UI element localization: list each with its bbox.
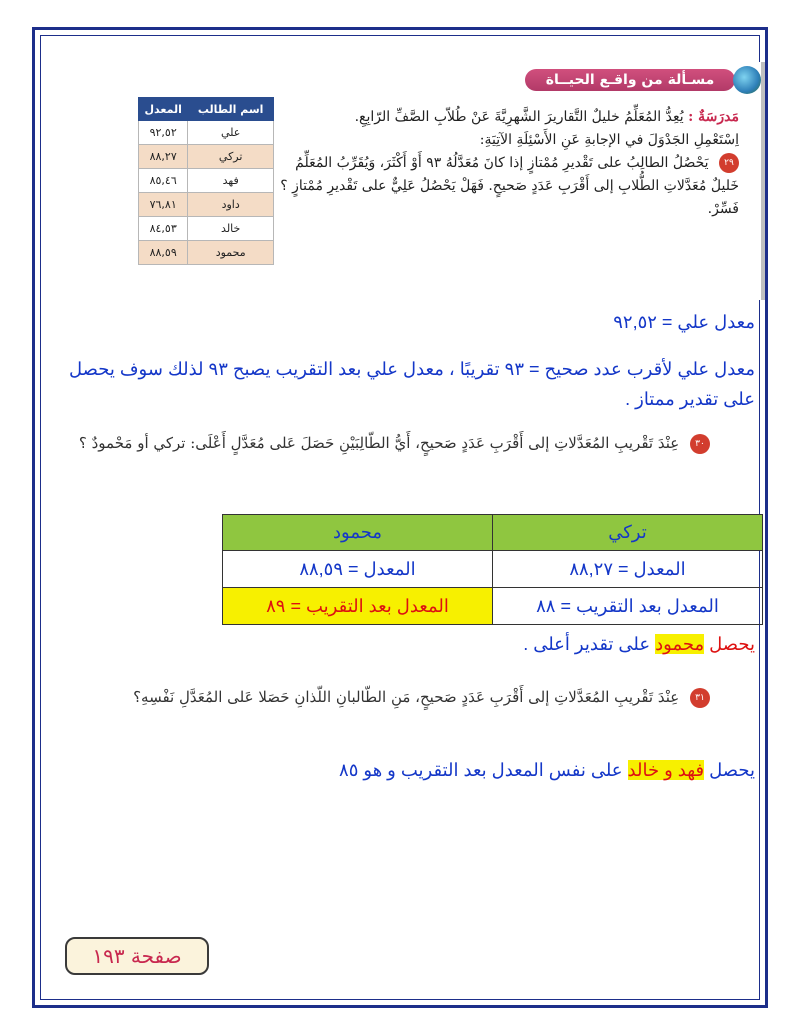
- student-name: فهد: [188, 169, 274, 193]
- answer-4-post: على نفس المعدل بعد التقريب و هو ٨٥: [339, 760, 628, 780]
- table-row: [139, 241, 274, 265]
- problem-text: [279, 106, 739, 221]
- mahmoud-average: المعدل = ٨٨,٥٩: [223, 551, 493, 588]
- globe-icon: [733, 66, 761, 94]
- rounded-label: المعدل بعد التقريب: [305, 595, 449, 616]
- student-average: ٨٤,٥٣: [139, 217, 188, 241]
- question-number-badge: ٢٩: [719, 153, 739, 173]
- question-number-badge: ٣١: [690, 688, 710, 708]
- answer-4-names: فهد و خالد: [627, 760, 705, 780]
- excerpt-divider: [761, 62, 765, 300]
- instruction: اِسْتَعْمِلِ الجَدْوَلَ في الإجابةِ عَنِ الأَسْئِلَةِ الآتِيَةِ:: [479, 132, 739, 148]
- student-average: ٧٦,٨١: [139, 193, 188, 217]
- student-average: ٨٨,٢٧: [139, 145, 188, 169]
- question-29-text: يَحْصُلُ الطالِبُ على تَقْديرِ مُمْتازٍ إذا كانَ مُعَدَّلُهُ ٩٣ أَوْ أَكْثَرَ، وَيُقَرِّبُ المُعَلِّمُ خَليلٌ مُعَدَّلاتِ الطُّلابِ إلى أَقْرَبِ عَدَدٍ صَحيحٍ. فَهَلْ يَحْصُلُ عَلِيٌّ على تَقْديرِ مُمْتازٍ ؟ فَسِّرْ.: [280, 155, 739, 217]
- student-name: خالد: [188, 217, 274, 241]
- student-name: تركي: [188, 145, 274, 169]
- answer-4-pre: يحصل: [704, 760, 755, 780]
- header-student-name: اسم الطالب: [188, 98, 274, 121]
- question-30-text: عِنْدَ تَقْريبِ المُعَدَّلاتِ إلى أَقْرَبِ عَدَدٍ صَحيحٍ، أَيُّ الطّالِبَيْنِ حَصَلَ عَلى مُعَدَّلٍ أَعْلَى: تركي أو مَحْمودٌ ؟: [78, 434, 680, 452]
- table-row: [223, 551, 763, 588]
- banner-title: مسـألة من واقـع الحيــاة: [525, 69, 735, 91]
- question-31: [60, 682, 710, 712]
- header-average: المعدل: [139, 98, 188, 121]
- intro-text: يُعِدُّ المُعَلِّمُ خليلٌ التَّقاريرَ الشَّهرِيَّةَ عَنْ طُلاّبِ الصَّفِّ الرّابِعِ.: [354, 109, 684, 125]
- student-name: علي: [188, 121, 274, 145]
- table-row: [139, 169, 274, 193]
- answer-1: معدل علي = ٩٢,٥٢: [613, 312, 755, 332]
- mahmoud-rounded: [223, 588, 493, 625]
- intro-keyword: مَدرَسَةٌ :: [688, 109, 739, 125]
- student-name: محمود: [188, 241, 274, 265]
- answer-3: [55, 634, 755, 655]
- textbook-excerpt: [135, 62, 765, 300]
- comparison-table: [222, 514, 763, 625]
- table-row: [139, 217, 274, 241]
- answer-3-post: على تقدير أعلى .: [523, 634, 656, 654]
- header-mahmoud: محمود: [223, 515, 493, 551]
- turki-average: المعدل = ٨٨,٢٧: [493, 551, 763, 588]
- real-life-banner: [511, 66, 761, 94]
- student-average: ٨٨,٥٩: [139, 241, 188, 265]
- student-average: ٨٥,٤٦: [139, 169, 188, 193]
- table-row: [139, 145, 274, 169]
- header-turki: تركي: [493, 515, 763, 551]
- intro-line: [279, 106, 739, 129]
- students-table: [138, 97, 274, 265]
- question-number-badge: ٣٠: [690, 434, 710, 454]
- question-31-text: عِنْدَ تَقْريبِ المُعَدَّلاتِ إلى أَقْرَبِ عَدَدٍ صَحيحٍ، مَنِ الطّالبانِ اللّذانِ حَصَلا عَلى المُعَدَّلِ نَفْسِهِ؟: [133, 688, 680, 706]
- table-row: [139, 121, 274, 145]
- answer-3-name: محمود: [655, 634, 705, 654]
- turki-rounded: المعدل بعد التقريب = ٨٨: [493, 588, 763, 625]
- answer-2: معدل علي لأقرب عدد صحيح = ٩٣ تقريبًا ، معدل علي بعد التقريب يصبح ٩٣ لذلك سوف يحصل على تقدير ممتاز .: [69, 359, 755, 409]
- student-name: داود: [188, 193, 274, 217]
- student-average: ٩٢,٥٢: [139, 121, 188, 145]
- answer-4: [55, 760, 755, 781]
- answer-3-pre: يحصل: [704, 634, 755, 654]
- table-row: [223, 588, 763, 625]
- page-number-badge: صفحة ١٩٣: [65, 937, 209, 975]
- question-29: [279, 152, 739, 221]
- table-row: [139, 193, 274, 217]
- rounded-value: = ٨٩: [266, 595, 306, 616]
- question-30: [60, 428, 710, 458]
